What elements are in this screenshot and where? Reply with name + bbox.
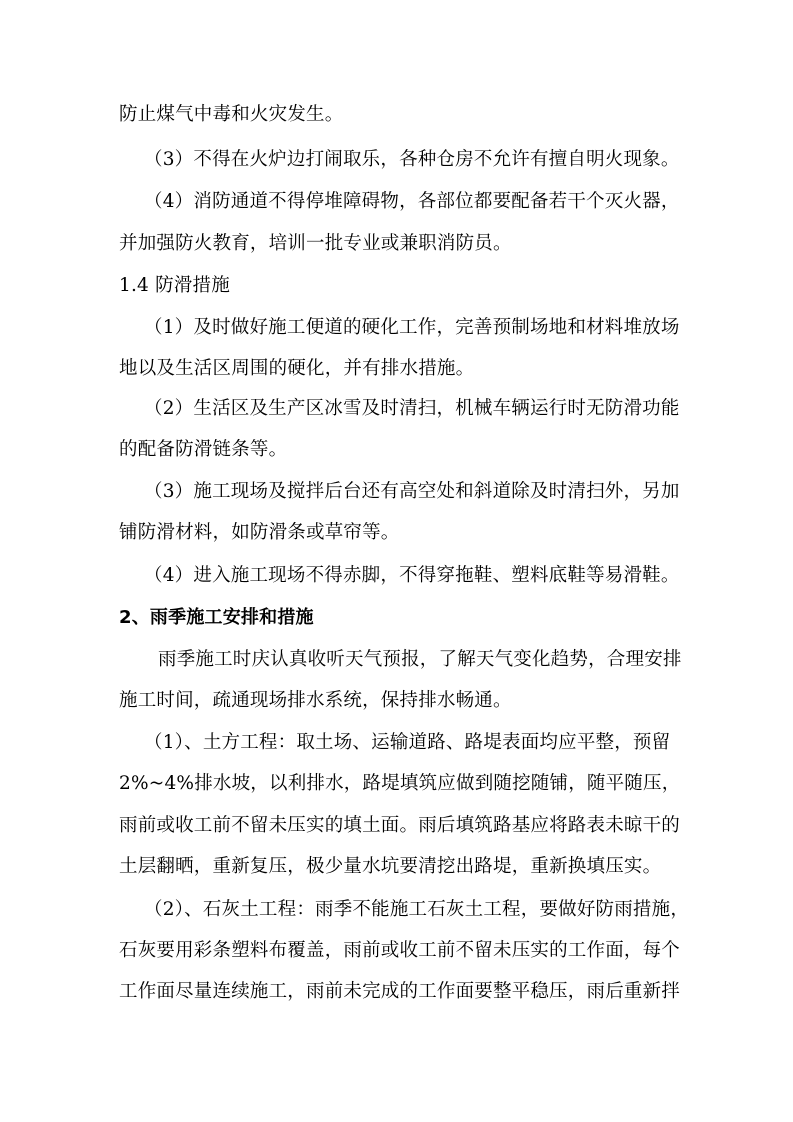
paragraph-line: 并加强防火教育，培训一批专业或兼职消防员。 (119, 233, 512, 254)
section-heading: 2、雨季施工安排和措施 (119, 607, 314, 628)
paragraph-line: （2）生活区及生产区冰雪及时清扫，机械车辆运行时无防滑功能 (144, 398, 680, 419)
paragraph-line: （3）不得在火炉边打闹取乐，各种仓房不允许有擅自明火现象。 (144, 149, 680, 170)
paragraph-line: （1）、土方工程：取土场、运输道路、路堤表面均应平整，预留 (144, 732, 671, 753)
paragraph-line: 铺防滑材料，如防滑条或草帘等。 (119, 522, 400, 543)
paragraph-line: （2）、石灰土工程：雨季不能施工石灰土工程，要做好防雨措施， (144, 899, 690, 920)
paragraph-line: 石灰要用彩条塑料布覆盖，雨前或收工前不留未压实的工作面，每个 (119, 940, 681, 961)
paragraph-line: 雨季施工时庆认真收听天气预报，了解天气变化趋势，合理安排 (158, 649, 682, 670)
paragraph-line: 防止煤气中毒和火灾发生。 (119, 104, 344, 125)
paragraph-line: 施工时间，疏通现场排水系统，保持排水畅通。 (119, 690, 512, 711)
paragraph-line: 地以及生活区周围的硬化，并有排水措施。 (119, 358, 475, 379)
paragraph-line: 的配备防滑链条等。 (119, 439, 288, 460)
paragraph-line: （4）进入施工现场不得赤脚，不得穿拖鞋、塑料底鞋等易滑鞋。 (144, 565, 680, 586)
paragraph-line: 2%~4%排水坡，以利排水，路堤填筑应做到随挖随铺，随平随压， (119, 773, 681, 794)
section-heading: 1.4 防滑措施 (119, 275, 230, 296)
paragraph-line: （4）消防通道不得停堆障碍物，各部位都要配备若干个灭火器， (144, 191, 680, 212)
paragraph-line: 工作面尽量连续施工，雨前未完成的工作面要整平稳压，雨后重新拌 (119, 981, 681, 1002)
paragraph-line: 土层翻晒，重新复压，极少量水坑要清挖出路堤，重新换填压实。 (119, 856, 662, 877)
paragraph-line: （3）施工现场及搅拌后台还有高空处和斜道除及时清扫外，另加 (144, 481, 680, 502)
paragraph-line: （1）及时做好施工便道的硬化工作，完善预制场地和材料堆放场 (144, 317, 680, 338)
paragraph-line: 雨前或收工前不留未压实的填土面。雨后填筑路基应将路表未晾干的 (119, 815, 681, 836)
